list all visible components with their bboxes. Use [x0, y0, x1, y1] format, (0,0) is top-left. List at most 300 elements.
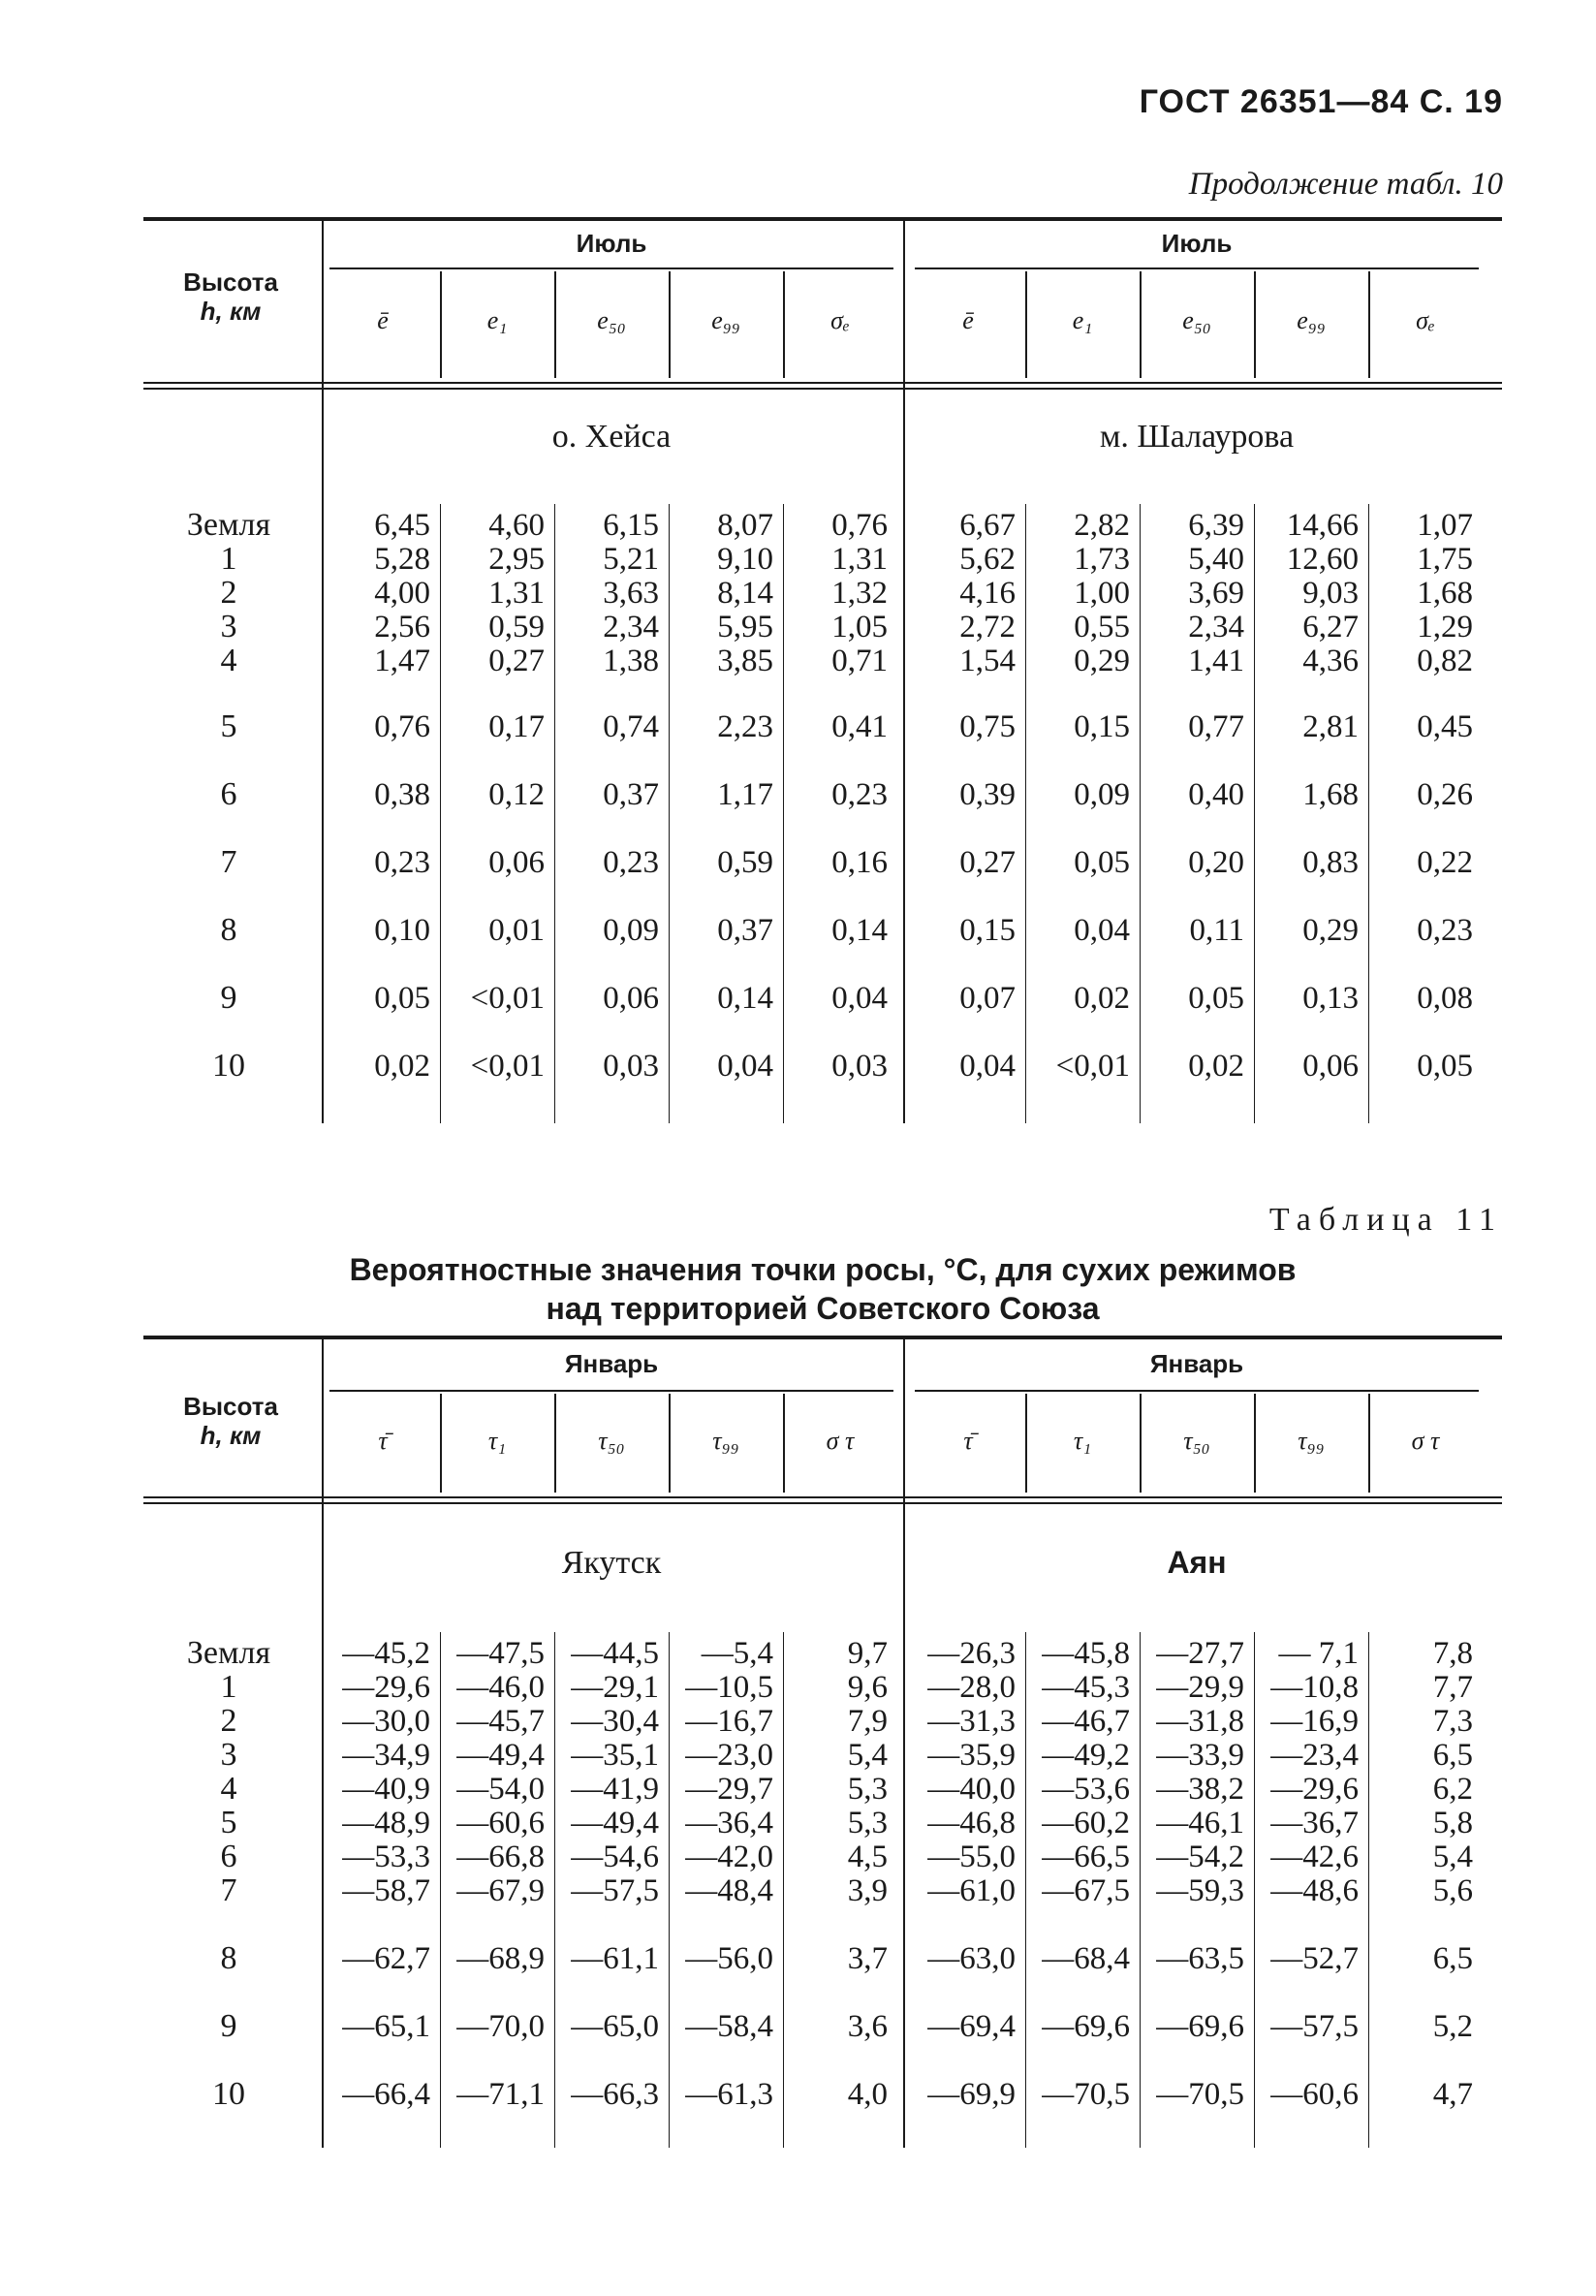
row-label: 9 [220, 980, 237, 1016]
body-column-rule [1254, 1632, 1255, 2148]
data-cell: 1,47 [374, 644, 430, 678]
data-cell: 1,32 [831, 576, 888, 611]
data-cell: <0,01 [1055, 1049, 1130, 1084]
table-number: Таблица 11 [1268, 1202, 1503, 1238]
data-cell: 2,34 [1188, 610, 1244, 645]
data-cell: —55,0 [927, 1840, 1016, 1874]
data-cell: —40,0 [927, 1772, 1016, 1807]
data-cell: —31,8 [1156, 1704, 1244, 1739]
group-rule [329, 267, 893, 269]
data-cell: 0,23 [1417, 913, 1473, 948]
data-cell: 0,59 [488, 610, 545, 645]
row-label: 3 [220, 1737, 237, 1773]
header-column-rule [1140, 1394, 1142, 1493]
data-cell: 0,23 [374, 845, 430, 880]
row-label: 6 [220, 776, 237, 812]
data-cell: 0,05 [374, 981, 430, 1016]
data-cell: —53,3 [342, 1840, 430, 1874]
data-cell: 2,56 [374, 610, 430, 645]
header-rule-2 [143, 1502, 1502, 1504]
data-cell: 2,34 [603, 610, 659, 645]
data-cell: 5,8 [1432, 1806, 1473, 1840]
data-cell: 0,26 [1417, 777, 1473, 812]
row-label: Земля [186, 1635, 271, 1671]
data-cell: —47,5 [456, 1636, 545, 1671]
body-column-rule [1025, 504, 1026, 1123]
data-cell: 0,55 [1074, 610, 1130, 645]
station-name: Якутск [561, 1545, 662, 1581]
data-cell: 0,39 [959, 777, 1016, 812]
data-cell: 0,15 [1074, 709, 1130, 744]
data-cell: 2,95 [488, 542, 545, 577]
data-cell: —58,4 [685, 2009, 773, 2044]
data-cell: 0,02 [374, 1049, 430, 1084]
data-cell: 0,59 [717, 845, 773, 880]
row-label: Земля [186, 507, 271, 543]
data-cell: 0,76 [374, 709, 430, 744]
column-header: e₅₀ [597, 306, 626, 334]
data-cell: —36,4 [685, 1806, 773, 1840]
data-cell: 7,7 [1432, 1670, 1473, 1705]
data-cell: 0,09 [603, 913, 659, 948]
data-cell: —23,4 [1270, 1738, 1359, 1773]
body-column-rule [783, 504, 784, 1123]
data-cell: 1,00 [1074, 576, 1130, 611]
data-cell: 14,66 [1286, 508, 1359, 543]
data-cell: 4,60 [488, 508, 545, 543]
data-cell: —5,4 [701, 1636, 773, 1671]
group-divider [903, 221, 905, 1123]
column-header: e₉₉ [1297, 306, 1326, 334]
data-cell: —57,5 [571, 1873, 659, 1908]
data-cell: —42,6 [1270, 1840, 1359, 1874]
data-cell: —36,7 [1270, 1806, 1359, 1840]
data-cell: 5,2 [1432, 2009, 1473, 2044]
table-10 [143, 217, 1502, 1128]
row-head-label: Высота h, км [183, 1392, 278, 1450]
data-cell: —70,5 [1042, 2077, 1130, 2112]
data-cell: 0,75 [959, 709, 1016, 744]
data-cell: 5,21 [603, 542, 659, 577]
data-cell: 0,13 [1302, 981, 1359, 1016]
row-label: 3 [220, 609, 237, 645]
top-rule [143, 217, 1502, 221]
data-cell: —65,0 [571, 2009, 659, 2044]
body-column-rule [783, 1632, 784, 2148]
body-column-rule [669, 1632, 670, 2148]
data-cell: —23,0 [685, 1738, 773, 1773]
header-column-rule [440, 271, 442, 378]
data-cell: —60,2 [1042, 1806, 1130, 1840]
data-cell: 0,04 [717, 1049, 773, 1084]
data-cell: 0,01 [488, 913, 545, 948]
body-column-rule [1368, 1632, 1369, 2148]
data-cell: 0,27 [959, 845, 1016, 880]
page-header: ГОСТ 26351—84 С. 19 [1139, 83, 1503, 120]
column-header: τ₅₀ [598, 1427, 625, 1455]
station-name: Аян [1167, 1545, 1227, 1580]
data-cell: 0,07 [959, 981, 1016, 1016]
data-cell: 7,9 [847, 1704, 888, 1739]
group-label: Июль [1161, 229, 1233, 258]
row-label: 4 [220, 643, 237, 678]
data-cell: 0,04 [1074, 913, 1130, 948]
group-rule [915, 1390, 1479, 1392]
data-cell: 0,05 [1188, 981, 1244, 1016]
data-cell: 1,54 [959, 644, 1016, 678]
data-cell: 5,62 [959, 542, 1016, 577]
data-cell: 3,63 [603, 576, 659, 611]
row-label: 8 [220, 912, 237, 948]
data-cell: —46,8 [927, 1806, 1016, 1840]
row-head-divider [322, 1339, 324, 2148]
data-cell: 0,20 [1188, 845, 1244, 880]
header-column-rule [1140, 271, 1142, 378]
data-cell: 0,40 [1188, 777, 1244, 812]
data-cell: 1,68 [1302, 777, 1359, 812]
group-label: Январь [1149, 1349, 1244, 1378]
data-cell: 6,67 [959, 508, 1016, 543]
data-cell: 0,23 [603, 845, 659, 880]
data-cell: 0,15 [959, 913, 1016, 948]
data-cell: —69,6 [1042, 2009, 1130, 2044]
data-cell: 3,7 [847, 1941, 888, 1976]
data-cell: 5,40 [1188, 542, 1244, 577]
data-cell: 5,6 [1432, 1873, 1473, 1908]
data-cell: 0,37 [603, 777, 659, 812]
row-label: 7 [220, 1872, 237, 1908]
data-cell: —61,1 [571, 1941, 659, 1976]
data-cell: 1,31 [488, 576, 545, 611]
data-cell: — 7,1 [1278, 1636, 1359, 1671]
data-cell: 0,03 [831, 1049, 888, 1084]
data-cell: 6,39 [1188, 508, 1244, 543]
data-cell: —62,7 [342, 1941, 430, 1976]
column-header: e₁ [1072, 306, 1093, 334]
group-label: Июль [576, 229, 647, 258]
data-cell: 4,0 [847, 2077, 888, 2112]
data-cell: 5,4 [1432, 1840, 1473, 1874]
data-cell: 0,27 [488, 644, 545, 678]
data-cell: 6,2 [1432, 1772, 1473, 1807]
header-column-rule [1025, 1394, 1027, 1493]
data-cell: 0,82 [1417, 644, 1473, 678]
data-cell: —34,9 [342, 1738, 430, 1773]
data-cell: —29,1 [571, 1670, 659, 1705]
row-label: 2 [220, 1703, 237, 1739]
data-cell: —16,7 [685, 1704, 773, 1739]
data-cell: 4,7 [1432, 2077, 1473, 2112]
data-cell: 5,28 [374, 542, 430, 577]
body-column-rule [554, 1632, 555, 2148]
data-cell: —29,7 [685, 1772, 773, 1807]
data-cell: —48,9 [342, 1806, 430, 1840]
continuation-label: Продолжение табл. 10 [1188, 167, 1503, 202]
data-cell: 0,02 [1074, 981, 1130, 1016]
group-rule [915, 267, 1479, 269]
data-cell: 4,36 [1302, 644, 1359, 678]
body-column-rule [1025, 1632, 1026, 2148]
column-header: σ τ [826, 1427, 855, 1455]
column-header: τ̄ [378, 1427, 388, 1455]
row-label: 1 [220, 541, 237, 577]
data-cell: —66,8 [456, 1840, 545, 1874]
data-cell: 5,95 [717, 610, 773, 645]
data-cell: 8,07 [717, 508, 773, 543]
header-column-rule [1368, 1394, 1370, 1493]
data-cell: 1,38 [603, 644, 659, 678]
data-cell: 3,69 [1188, 576, 1244, 611]
data-cell: 0,12 [488, 777, 545, 812]
data-cell: —35,1 [571, 1738, 659, 1773]
data-cell: —38,2 [1156, 1772, 1244, 1807]
data-cell: —29,9 [1156, 1670, 1244, 1705]
data-cell: 2,23 [717, 709, 773, 744]
row-label: 1 [220, 1669, 237, 1705]
data-cell: 0,22 [1417, 845, 1473, 880]
data-cell: 0,14 [717, 981, 773, 1016]
data-cell: —52,7 [1270, 1941, 1359, 1976]
data-cell: 2,82 [1074, 508, 1130, 543]
data-cell: 0,37 [717, 913, 773, 948]
data-cell: 0,41 [831, 709, 888, 744]
data-cell: 6,5 [1432, 1941, 1473, 1976]
data-cell: 0,74 [603, 709, 659, 744]
data-cell: —28,0 [927, 1670, 1016, 1705]
data-cell: 0,02 [1188, 1049, 1244, 1084]
data-cell: —57,5 [1270, 2009, 1359, 2044]
data-cell: 1,29 [1417, 610, 1473, 645]
data-cell: 0,04 [959, 1049, 1016, 1084]
data-cell: 0,09 [1074, 777, 1130, 812]
row-label: 6 [220, 1839, 237, 1874]
header-column-rule [669, 1394, 671, 1493]
data-cell: —60,6 [456, 1806, 545, 1840]
data-cell: 0,05 [1417, 1049, 1473, 1084]
data-cell: —68,9 [456, 1941, 545, 1976]
data-cell: 0,16 [831, 845, 888, 880]
header-column-rule [1254, 1394, 1256, 1493]
data-cell: —53,6 [1042, 1772, 1130, 1807]
data-cell: —45,3 [1042, 1670, 1130, 1705]
data-cell: —65,1 [342, 2009, 430, 2044]
header-column-rule [1254, 271, 1256, 378]
data-cell: 8,14 [717, 576, 773, 611]
data-cell: —48,6 [1270, 1873, 1359, 1908]
row-label: 8 [220, 1940, 237, 1976]
row-label: 9 [220, 2008, 237, 2044]
data-cell: —45,2 [342, 1636, 430, 1671]
data-cell: 5,3 [847, 1806, 888, 1840]
data-cell: 1,68 [1417, 576, 1473, 611]
data-cell: —69,6 [1156, 2009, 1244, 2044]
data-cell: 6,15 [603, 508, 659, 543]
data-cell: —71,1 [456, 2077, 545, 2112]
data-cell: 5,3 [847, 1772, 888, 1807]
data-cell: —49,4 [571, 1806, 659, 1840]
column-header: τ₁ [487, 1427, 507, 1455]
data-cell: —54,6 [571, 1840, 659, 1874]
data-cell: —27,7 [1156, 1636, 1244, 1671]
table-caption: Вероятностные значения точки росы, °C, для сухих режимов над территорией Советского Союза [349, 1252, 1297, 1326]
data-cell: —49,2 [1042, 1738, 1130, 1773]
row-label: 10 [212, 1048, 245, 1084]
data-cell: —61,3 [685, 2077, 773, 2112]
column-header: ē [377, 306, 389, 334]
data-cell: —69,9 [927, 2077, 1016, 2112]
data-cell: —29,6 [342, 1670, 430, 1705]
data-cell: 4,16 [959, 576, 1016, 611]
row-label: 5 [220, 708, 237, 744]
data-cell: —10,5 [685, 1670, 773, 1705]
data-cell: 1,05 [831, 610, 888, 645]
data-cell: —61,0 [927, 1873, 1016, 1908]
data-cell: 3,6 [847, 2009, 888, 2044]
data-cell: 6,5 [1432, 1738, 1473, 1773]
data-cell: 0,17 [488, 709, 545, 744]
data-cell: —29,6 [1270, 1772, 1359, 1807]
data-cell: 7,3 [1432, 1704, 1473, 1739]
header-rule [143, 1496, 1502, 1498]
data-cell: —31,3 [927, 1704, 1016, 1739]
header-column-rule [554, 271, 556, 378]
header-rule [143, 382, 1502, 384]
data-cell: 2,72 [959, 610, 1016, 645]
data-cell: 1,07 [1417, 508, 1473, 543]
data-cell: 0,11 [1189, 913, 1244, 948]
data-cell: 0,71 [831, 644, 888, 678]
data-cell: 0,10 [374, 913, 430, 948]
data-cell: —33,9 [1156, 1738, 1244, 1773]
header-column-rule [554, 1394, 556, 1493]
header-rule-2 [143, 388, 1502, 390]
data-cell: 0,83 [1302, 845, 1359, 880]
table-11 [143, 1336, 1502, 2150]
data-cell: 1,75 [1417, 542, 1473, 577]
data-cell: 1,31 [831, 542, 888, 577]
body-column-rule [1254, 504, 1255, 1123]
data-cell: 0,38 [374, 777, 430, 812]
data-cell: 1,73 [1074, 542, 1130, 577]
data-cell: —26,3 [927, 1636, 1016, 1671]
data-cell: <0,01 [470, 981, 545, 1016]
data-cell: 1,41 [1188, 644, 1244, 678]
body-column-rule [1368, 504, 1369, 1123]
data-cell: —44,5 [571, 1636, 659, 1671]
header-column-rule [783, 271, 785, 378]
data-cell: —45,8 [1042, 1636, 1130, 1671]
data-cell: 2,81 [1302, 709, 1359, 744]
data-cell: 3,85 [717, 644, 773, 678]
column-header: ē [962, 306, 974, 334]
data-cell: 0,76 [831, 508, 888, 543]
data-cell: —42,0 [685, 1840, 773, 1874]
data-cell: 0,04 [831, 981, 888, 1016]
data-cell: —46,0 [456, 1670, 545, 1705]
data-cell: 6,45 [374, 508, 430, 543]
header-column-rule [783, 1394, 785, 1493]
column-header: τ₉₉ [1298, 1427, 1325, 1455]
row-head-divider [322, 221, 324, 1123]
data-cell: —63,0 [927, 1941, 1016, 1976]
column-header: τ₅₀ [1183, 1427, 1210, 1455]
column-header: e₅₀ [1182, 306, 1211, 334]
top-rule [143, 1336, 1502, 1339]
data-cell: 0,08 [1417, 981, 1473, 1016]
data-cell: 0,77 [1188, 709, 1244, 744]
data-cell: —66,3 [571, 2077, 659, 2112]
row-label: 5 [220, 1805, 237, 1840]
data-cell: —48,4 [685, 1873, 773, 1908]
group-rule [329, 1390, 893, 1392]
data-cell: —66,5 [1042, 1840, 1130, 1874]
data-cell: —58,7 [342, 1873, 430, 1908]
data-cell: —49,4 [456, 1738, 545, 1773]
data-cell: 9,10 [717, 542, 773, 577]
column-header: τ̄ [963, 1427, 973, 1455]
data-cell: —60,6 [1270, 2077, 1359, 2112]
data-cell: —41,9 [571, 1772, 659, 1807]
data-cell: 4,00 [374, 576, 430, 611]
data-cell: —16,9 [1270, 1704, 1359, 1739]
column-header: τ₁ [1073, 1427, 1092, 1455]
body-column-rule [440, 504, 441, 1123]
header-column-rule [1368, 271, 1370, 378]
column-header: e₉₉ [711, 306, 740, 334]
station-name: м. Шалаурова [1099, 419, 1295, 455]
data-cell: 0,03 [603, 1049, 659, 1084]
data-cell: 0,45 [1417, 709, 1473, 744]
data-cell: 9,03 [1302, 576, 1359, 611]
data-cell: <0,01 [470, 1049, 545, 1084]
data-cell: —46,1 [1156, 1806, 1244, 1840]
data-cell: 6,27 [1302, 610, 1359, 645]
row-label: 4 [220, 1771, 237, 1807]
data-cell: —66,4 [342, 2077, 430, 2112]
header-column-rule [440, 1394, 442, 1493]
row-label: 2 [220, 575, 237, 611]
data-cell: 0,05 [1074, 845, 1130, 880]
data-cell: 4,5 [847, 1840, 888, 1874]
data-cell: 7,8 [1432, 1636, 1473, 1671]
column-header: σₑ [1416, 306, 1435, 334]
group-label: Январь [564, 1349, 659, 1378]
data-cell: —70,5 [1156, 2077, 1244, 2112]
data-cell: —67,9 [456, 1873, 545, 1908]
data-cell: —68,4 [1042, 1941, 1130, 1976]
data-cell: —45,7 [456, 1704, 545, 1739]
data-cell: —69,4 [927, 2009, 1016, 2044]
data-cell: —54,0 [456, 1772, 545, 1807]
station-name: о. Хейса [551, 419, 672, 455]
data-cell: 12,60 [1286, 542, 1359, 577]
group-divider [903, 1339, 905, 2148]
header-column-rule [1025, 271, 1027, 378]
column-header: σ τ [1411, 1427, 1440, 1455]
data-cell: 9,6 [847, 1670, 888, 1705]
data-cell: 0,14 [831, 913, 888, 948]
row-label: 7 [220, 844, 237, 880]
row-label: 10 [212, 2076, 245, 2112]
header-column-rule [669, 271, 671, 378]
data-cell: 0,23 [831, 777, 888, 812]
data-cell: —46,7 [1042, 1704, 1130, 1739]
data-cell: 0,06 [488, 845, 545, 880]
data-cell: —63,5 [1156, 1941, 1244, 1976]
row-head-label: Высота h, км [183, 267, 278, 326]
data-cell: 5,4 [847, 1738, 888, 1773]
body-column-rule [1140, 504, 1141, 1123]
